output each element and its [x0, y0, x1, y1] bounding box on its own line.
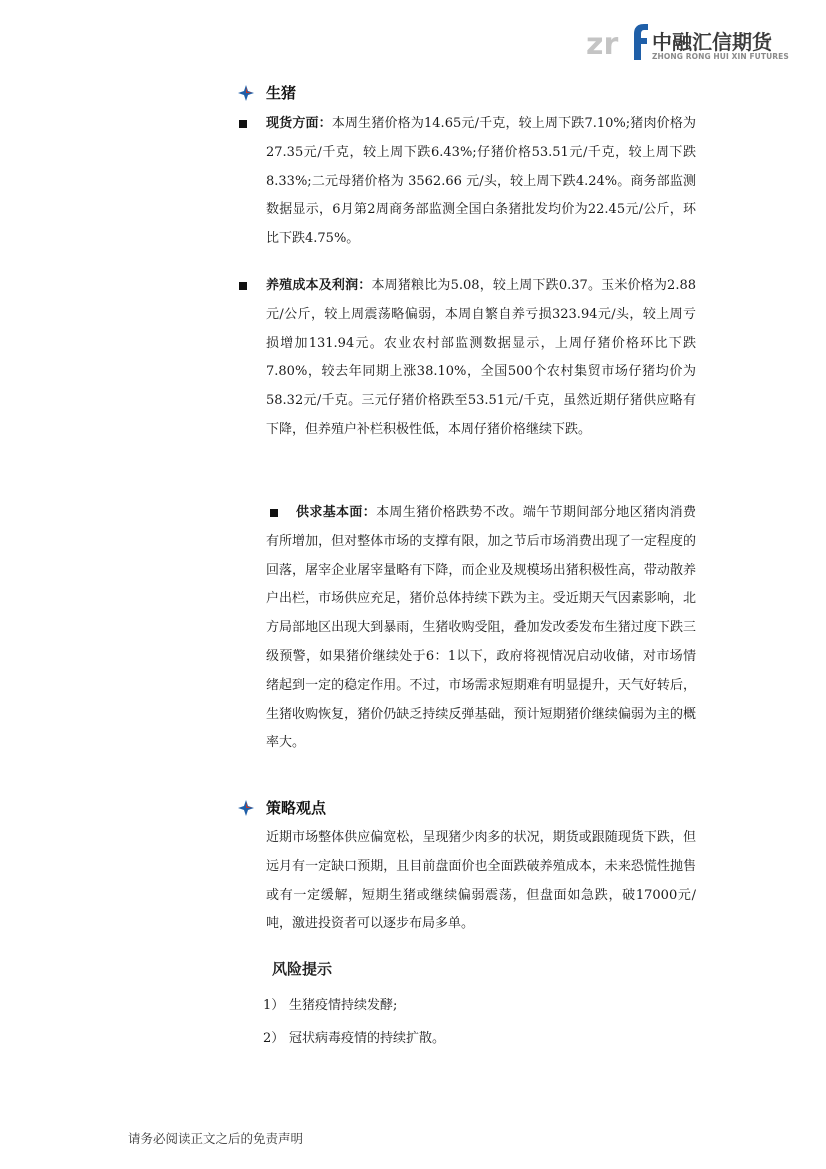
- risk-item-text: 生猪疫情持续发酵;: [289, 998, 398, 1013]
- spot-label: 现货方面：: [266, 116, 332, 131]
- section-heading-pig: [238, 82, 296, 103]
- supply-text: 本周生猪价格跌势不改。端午节期间部分地区猪肉消费有所增加，但对整体市场的支撑有限，加之节后市场消费出现了一定程度的回落，屠宰企业屠宰量略有下降，而企业及规模场出猪积极性高，带动散养户出栏，市场供应充足，猪价总体持续下跌为主。受近期天气因素影响，北方局部地区出现大到暴雨，生猪收购受阻，叠加发改委发布生猪过度下跌三级预警，如果猪价继续处于6：1以下，政府将视情况启动收储，对市场情绪起到一定的稳定作用。不过，市场需求短期难有明显提升，天气好转后，生猪收购恢复，猪价仍缺乏持续反弹基础，预计短期猪价继续偏弱为主的概率大。: [266, 505, 696, 751]
- logo-chinese-name: 中融汇信期货: [652, 30, 772, 54]
- company-logo: [586, 20, 789, 64]
- supply-label: 供求基本面：: [296, 505, 377, 520]
- section-title: 策略观点: [266, 799, 327, 817]
- section-title: 生猪: [266, 84, 297, 102]
- risk-item-number: 2）: [263, 1031, 285, 1046]
- risk-item-number: 1）: [263, 998, 285, 1013]
- risk-item-text: 冠状病毒疫情的持续扩散。: [289, 1031, 446, 1046]
- diamond-arrow-icon: [238, 85, 254, 101]
- cost-paragraph: [266, 272, 696, 445]
- supply-paragraph: [266, 499, 696, 758]
- svg-text:zr: zr: [586, 27, 619, 62]
- spot-text: 本周生猪价格为14.65元/千克，较上周下跌7.10%;猪肉价格为27.35元/千克，较上周下跌6.43%;仔猪价格53.51元/千克，较上周下跌 8.33%;二元母猪价格为 3562.66 元/头，较上周下跌4.24%。商务部监测数据显示，6月第2周商务部监测全国白条猪批发均价为22.45元/公斤，环比下跌4.75%。: [266, 116, 696, 247]
- square-bullet-icon: [239, 282, 247, 290]
- risk-heading: 风险提示: [272, 960, 333, 978]
- risk-item: [263, 1027, 445, 1046]
- risk-item: [263, 994, 397, 1013]
- cost-label: 养殖成本及利润：: [266, 278, 372, 293]
- logo-english-name: ZHONG RONG HUI XIN FUTURES: [652, 52, 789, 61]
- cost-text: 本周猪粮比为5.08，较上周下跌0.37。玉米价格为2.88元/公斤，较上周震荡略偏弱，本周自繁自养亏损323.94元/头，较上周亏损增加131.94元。农业农村部监测数据显示，上周仔猪价格环比下跌7.80%，较去年同期上涨38.10%，全国500个农村集贸市场仔猪均价为58.32元/千克。三元仔猪价格跌至53.51元/千克，虽然近期仔猪供应略有下降，但养殖户补栏积极性低，本周仔猪价格继续下跌。: [266, 278, 696, 437]
- square-bullet-icon: [239, 120, 247, 128]
- zrf-logo-icon: [586, 20, 648, 64]
- spot-paragraph: [266, 110, 696, 254]
- diamond-arrow-icon: [238, 800, 254, 816]
- section-heading-strategy: [238, 797, 326, 818]
- footer-disclaimer: 请务必阅读正文之后的免责声明: [128, 1131, 304, 1146]
- strategy-paragraph: 近期市场整体供应偏宽松，呈现猪少肉多的状况，期货或跟随现货下跌，但远月有一定缺口预期，且目前盘面价也全面跌破养殖成本，未来恐慌性抛售或有一定缓解，短期生猪或继续偏弱震荡，但盘面如急跌，破17000元/吨，激进投资者可以逐步布局多单。: [266, 830, 696, 932]
